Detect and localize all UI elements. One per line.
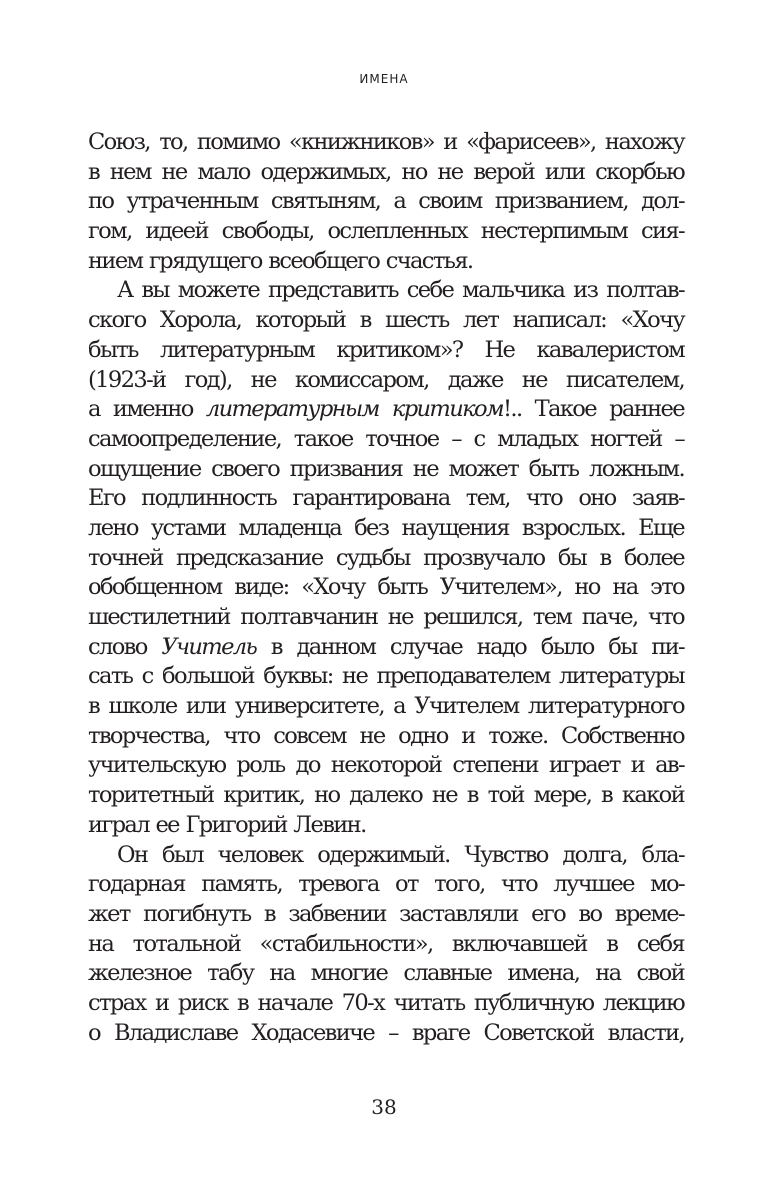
text-line: торитетный критик, но далеко не в той мере, в какой	[88, 782, 684, 809]
text-line: шестилетний полтавчанин не решился, тем паче, что	[88, 604, 684, 630]
text-run: !.. Такое раннее	[502, 396, 684, 423]
text-run: в данном случае надо было бы пи-	[256, 633, 685, 660]
text-line: Он был человек одержимый. Чувство долга, бла-	[117, 841, 684, 868]
text-line	[88, 633, 684, 663]
text-line: в нем не мало одержимых, но не верой или скорбью	[88, 158, 684, 185]
italic-phrase: литературным критиком	[205, 396, 503, 423]
page-number: 38	[371, 1095, 397, 1119]
text-run: слово	[88, 633, 162, 660]
text-line: Его подлинность гарантирована тем, что оно заяв-	[88, 485, 684, 512]
text-line: лено устами младенца без наущения взрослых. Еще	[88, 514, 684, 541]
text-line	[88, 395, 684, 425]
text-line: ощущение своего призвания не может быть ложным.	[88, 455, 684, 482]
text-line: точней предсказание судьбы прозвучало бы в более	[88, 544, 684, 571]
text-line: нием грядущего всеобщего счастья.	[88, 247, 473, 274]
text-line: учительскую роль до некоторой степени играет и ав-	[88, 752, 684, 779]
text-line: гом, идеей свободы, ослепленных нестерпимым сия-	[88, 218, 684, 245]
text-line: (1923-й год), не комиссаром, даже не писателем,	[88, 366, 684, 393]
text-line: самоопределение, такое точное – с младых ногтей –	[88, 425, 684, 452]
text-line: на тотальной «стабильности», включавшей в себя	[88, 930, 684, 957]
text-line: по утраченным святыням, а своим призванием, дол-	[88, 188, 684, 215]
text-line: сать с большой буквы: не преподавателем литературы	[88, 663, 684, 690]
running-head: ИМЕНА	[359, 72, 409, 86]
text-line: страх и риск в начале 70-х читать публичную лекцию	[88, 989, 684, 1016]
text-line: играл ее Григорий Левин.	[88, 811, 366, 838]
text-line: жет погибнуть в забвении заставляли его во време-	[88, 900, 684, 927]
text-line: творчества, что совсем не одно и тоже. Собственно	[88, 722, 684, 749]
body-text	[88, 128, 684, 1048]
italic-phrase: Учитель	[161, 633, 257, 660]
text-line: в школе или университете, а Учителем литературного	[88, 693, 684, 720]
text-line: обобщенном виде: «Хочу быть Учителем», но на это	[88, 574, 684, 601]
text-line: А вы можете представить себе мальчика из полтав-	[117, 277, 684, 304]
text-line: о Владиславе Ходасевиче – враге Советской власти,	[88, 1019, 684, 1046]
text-line: годарная память, тревога от того, что лучшее мо-	[88, 871, 684, 898]
text-run: а именно	[88, 396, 206, 423]
text-line: железное табу на многие славные имена, на свой	[88, 960, 684, 987]
text-line: ского Хорола, который в шесть лет написал: «Хочу	[88, 307, 684, 334]
text-line: быть литературным критиком»? Не кавалеристом	[88, 336, 684, 363]
text-line: Союз, то, помимо «книжников» и «фарисеев», нахожу	[88, 129, 684, 155]
